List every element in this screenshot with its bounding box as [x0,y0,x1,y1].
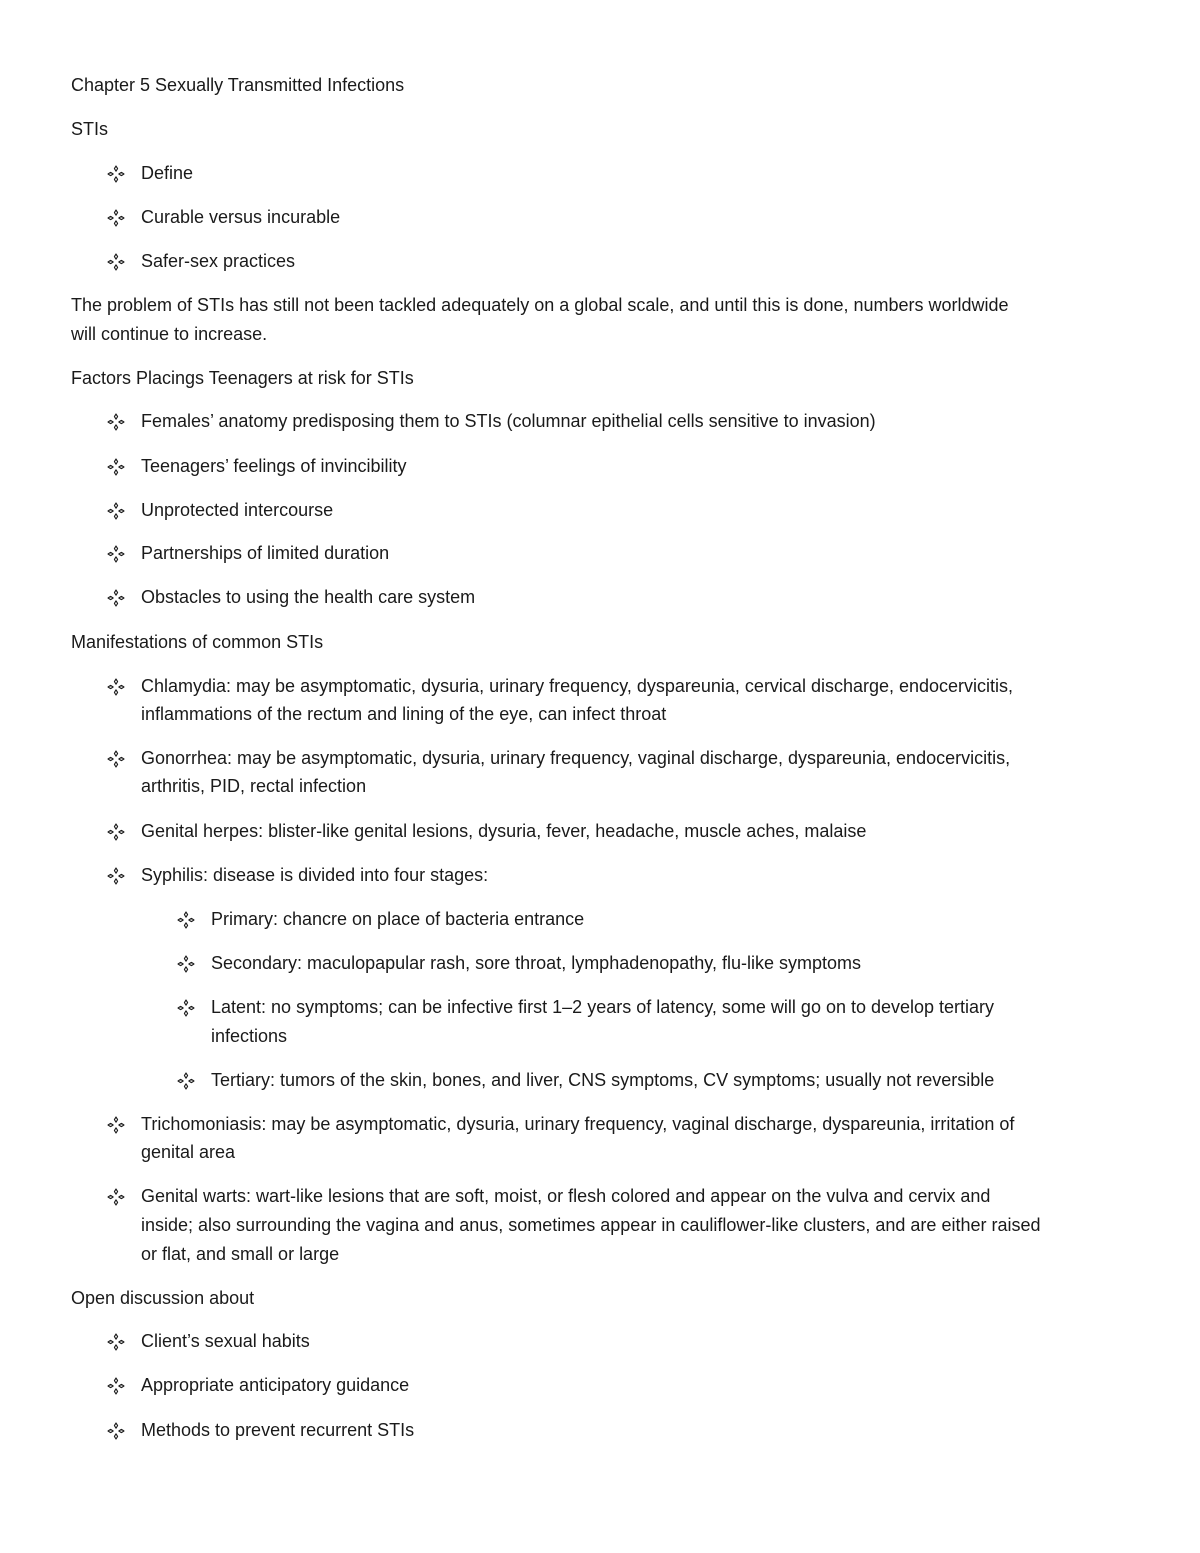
list-item-curable: Curable versus incurable [141,207,341,227]
four-diamond-bullet-icon [177,911,195,929]
four-diamond-bullet-icon [177,1072,195,1090]
factor-item: Unprotected intercourse [141,500,334,520]
four-diamond-bullet-icon [107,545,125,563]
warts-line-2: inside; also surrounding the vagina and anus, sometimes appear in cauliflower-like clusters, and are either raised [141,1215,1041,1235]
four-diamond-bullet-icon [177,999,195,1017]
list-item-define: Define [141,163,194,183]
factor-item: Obstacles to using the health care system [141,587,476,607]
four-diamond-bullet-icon [107,209,125,227]
trichomoniasis-line-2: genital area [141,1142,236,1162]
factors-heading: Factors Placings Teenagers at risk for STIs [71,368,414,388]
list-item-safer-sex: Safer-sex practices [141,251,296,271]
herpes-item: Genital herpes: blister-like genital lesions, dysuria, fever, headache, muscle aches, malaise [141,821,867,841]
syphilis-primary: Primary: chancre on place of bacteria entrance [211,909,585,929]
stis-heading: STIs [71,119,109,139]
syphilis-latent-line-2: infections [211,1026,288,1046]
gonorrhea-line-1: Gonorrhea: may be asymptomatic, dysuria, urinary frequency, vaginal discharge, dyspareunia, endocervicitis, [141,748,1011,768]
trichomoniasis-line-1: Trichomoniasis: may be asymptomatic, dysuria, urinary frequency, vaginal discharge, dyspareunia, irritation of [141,1114,1015,1134]
four-diamond-bullet-icon [107,750,125,768]
four-diamond-bullet-icon [107,867,125,885]
warts-line-3: or flat, and small or large [141,1244,340,1264]
syphilis-tertiary: Tertiary: tumors of the skin, bones, and liver, CNS symptoms, CV symptoms; usually not reversible [211,1070,995,1090]
manifestations-heading: Manifestations of common STIs [71,632,324,652]
four-diamond-bullet-icon [107,1116,125,1134]
chlamydia-line-1: Chlamydia: may be asymptomatic, dysuria, urinary frequency, dyspareunia, cervical discharge, endocervicitis, [141,676,1014,696]
four-diamond-bullet-icon [107,502,125,520]
factor-item: Teenagers’ feelings of invincibility [141,456,407,476]
chapter-title: Chapter 5 Sexually Transmitted Infections [71,75,405,95]
factor-item: Partnerships of limited duration [141,543,390,563]
gonorrhea-line-2: arthritis, PID, rectal infection [141,776,367,796]
chlamydia-line-2: inflammations of the rectum and lining of the eye, can infect throat [141,704,667,724]
warts-line-1: Genital warts: wart-like lesions that are soft, moist, or flesh colored and appear on the vulva and cervix and [141,1186,991,1206]
four-diamond-bullet-icon [107,253,125,271]
intro-paragraph-line-2: will continue to increase. [71,324,268,344]
four-diamond-bullet-icon [107,458,125,476]
four-diamond-bullet-icon [177,955,195,973]
four-diamond-bullet-icon [107,413,125,431]
four-diamond-bullet-icon [107,1188,125,1206]
discussion-heading: Open discussion about [71,1288,255,1308]
four-diamond-bullet-icon [107,165,125,183]
four-diamond-bullet-icon [107,1377,125,1395]
four-diamond-bullet-icon [107,1422,125,1440]
four-diamond-bullet-icon [107,1333,125,1351]
discussion-item: Client’s sexual habits [141,1331,310,1351]
discussion-item: Appropriate anticipatory guidance [141,1375,410,1395]
four-diamond-bullet-icon [107,823,125,841]
syphilis-latent-line-1: Latent: no symptoms; can be infective first 1–2 years of latency, some will go on to develop tertiary [211,997,995,1017]
intro-paragraph-line-1: The problem of STIs has still not been tackled adequately on a global scale, and until this is done, numbers worldwide [71,295,1009,315]
syphilis-item: Syphilis: disease is divided into four stages: [141,865,489,885]
four-diamond-bullet-icon [107,678,125,696]
factor-item: Females’ anatomy predisposing them to STIs (columnar epithelial cells sensitive to invasion) [141,411,876,431]
four-diamond-bullet-icon [107,589,125,607]
syphilis-secondary: Secondary: maculopapular rash, sore throat, lymphadenopathy, flu-like symptoms [211,953,861,973]
discussion-item: Methods to prevent recurrent STIs [141,1420,415,1440]
